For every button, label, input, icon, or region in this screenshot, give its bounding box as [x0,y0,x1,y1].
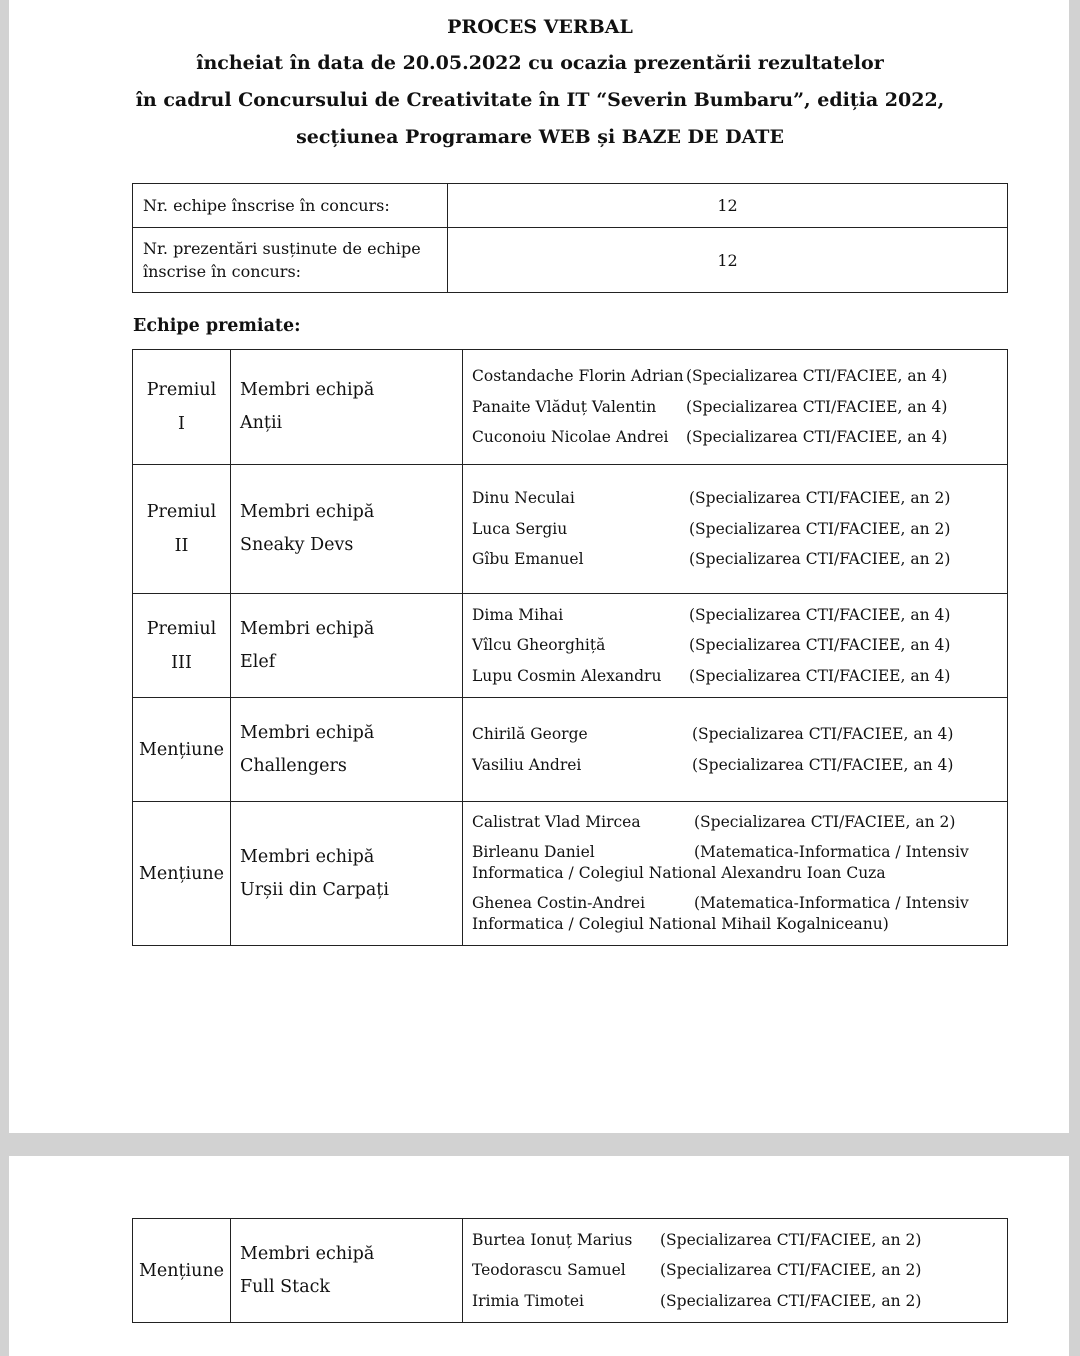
team-cell [231,465,463,594]
member-spec: (Specializarea CTI/FACIEE, an 4) [689,605,951,624]
member-name: Vasiliu Andrei [472,755,582,774]
prize-cell [133,802,231,946]
prize-rank: II [174,536,189,556]
award-row [133,802,1008,946]
member-item [472,812,1007,833]
members-cell [463,465,1008,594]
member-name: Teodorascu Samuel [472,1261,626,1280]
members-cell [463,350,1008,465]
team-label: Membri echipă [240,618,375,639]
member-spec: (Specializarea CTI/FACIEE, an 4) [686,428,948,447]
members-cell [463,698,1008,802]
team-name: Urșii din Carpați [240,879,389,900]
member-item [472,422,1007,453]
award-row [133,698,1008,802]
prize-cell [133,350,231,465]
prize-label: Premiul [146,380,217,400]
member-name: Lupu Cosmin Alexandru [472,666,662,685]
members-cell [463,1219,1008,1323]
member-name: Luca Sergiu [472,519,568,538]
member-name: Costandache Florin Adrian [472,367,684,386]
member-name: Vîlcu Gheorghiță [472,636,606,655]
member-spec: (Specializarea CTI/FACIEE, an 2) [660,1291,922,1310]
members-cell [463,802,1008,946]
member-name: Burtea Ionuț Marius [472,1230,633,1249]
member-spec: (Specializarea CTI/FACIEE, an 4) [692,725,954,743]
member-name: Dima Mihai [472,605,564,624]
member-item [472,893,1007,935]
prize-cell [133,594,231,698]
prize-label: Mențiune [138,863,225,884]
member-spec: (Specializarea CTI/FACIEE, an 4) [686,367,948,386]
member-spec-continued: Informatica / Colegiul National Alexandru Ioan Cuza [472,864,886,882]
member-item [472,719,1007,750]
award-row [133,350,1008,465]
team-name: Elef [240,651,276,672]
member-name: Ghenea Costin-Andrei [472,894,646,912]
member-item [472,600,1007,631]
team-name: Sneaky Devs [240,535,354,555]
award-row [133,594,1008,698]
presentations-label: Nr. prezentări susținute de echipe înscrise în concurs: [133,228,448,293]
member-spec: (Matematica-Informatica / Intensiv [694,894,969,912]
team-label: Membri echipă [240,722,375,743]
header-line-3: în cadrul Concursului de Creativitate în IT “Severin Bumbaru”, ediția 2022, [135,89,945,111]
team-cell [231,698,463,802]
header-line-4: secțiunea Programare WEB și BAZE DE DATE [296,126,784,148]
prize-label: Premiul [146,502,217,522]
member-spec-continued: Informatica / Colegiul National Mihail Kogalniceanu) [472,915,889,933]
team-cell [231,1219,463,1323]
presentations-value: 12 [448,228,1008,293]
member-name: Panaite Vlăduț Valentin [472,397,657,416]
member-name: Chirilă George [472,725,588,743]
prize-rank: I [178,414,185,434]
member-item [472,544,1007,575]
member-spec: (Matematica-Informatica / Intensiv [694,843,969,861]
prize-cell [133,465,231,594]
member-item [472,483,1007,514]
member-spec: (Specializarea CTI/FACIEE, an 2) [694,813,956,831]
awards-table-continued [132,1218,1008,1323]
prize-cell [133,1219,231,1323]
member-name: Gîbu Emanuel [472,550,584,569]
member-name: Cuconoiu Nicolae Andrei [472,428,669,447]
header-line-2: încheiat în data de 20.05.2022 cu ocazia prezentării rezultatelor [196,52,884,74]
stats-row-teams [133,184,1008,228]
member-spec: (Specializarea CTI/FACIEE, an 4) [686,397,948,416]
member-item [472,1255,1007,1286]
member-spec: (Specializarea CTI/FACIEE, an 4) [689,666,951,685]
document-title: PROCES VERBAL [447,16,633,38]
prize-label: Premiul [146,618,217,639]
member-item [472,392,1007,423]
member-item [472,361,1007,392]
team-cell [231,350,463,465]
member-name: Birleanu Daniel [472,843,595,861]
member-item [472,842,1007,884]
member-spec: (Specializarea CTI/FACIEE, an 2) [660,1261,922,1280]
teams-value: 12 [448,184,1008,228]
member-name: Dinu Neculai [472,489,575,508]
member-spec: (Specializarea CTI/FACIEE, an 2) [689,489,951,508]
member-name: Irimia Timotei [472,1291,584,1310]
member-item [472,1225,1007,1256]
member-spec: (Specializarea CTI/FACIEE, an 2) [689,519,951,538]
team-cell [231,802,463,946]
prize-label: Mențiune [138,739,225,760]
awards-heading: Echipe premiate: [133,316,301,336]
award-row [133,465,1008,594]
prize-rank: III [171,652,192,673]
awards-table [132,349,1008,946]
member-spec: (Specializarea CTI/FACIEE, an 4) [692,755,954,774]
prize-label: Mențiune [138,1260,225,1281]
member-item [472,514,1007,545]
award-row [133,1219,1008,1323]
team-label: Membri echipă [240,380,375,400]
stats-table [132,183,1008,293]
team-cell [231,594,463,698]
member-item [472,750,1007,781]
team-label: Membri echipă [240,1243,375,1264]
team-name: Full Stack [240,1276,331,1297]
teams-label: Nr. echipe înscrise în concurs: [133,184,448,228]
member-spec: (Specializarea CTI/FACIEE, an 2) [689,550,951,569]
team-name: Anții [240,413,283,433]
member-item [472,630,1007,661]
team-label: Membri echipă [240,846,375,867]
stats-row-presentations [133,228,1008,293]
team-label: Membri echipă [240,502,375,522]
prize-cell [133,698,231,802]
team-name: Challengers [240,755,347,776]
member-name: Calistrat Vlad Mircea [472,813,641,831]
members-cell [463,594,1008,698]
member-spec: (Specializarea CTI/FACIEE, an 4) [689,636,951,655]
member-item [472,661,1007,692]
member-spec: (Specializarea CTI/FACIEE, an 2) [660,1230,922,1249]
member-item [472,1286,1007,1317]
